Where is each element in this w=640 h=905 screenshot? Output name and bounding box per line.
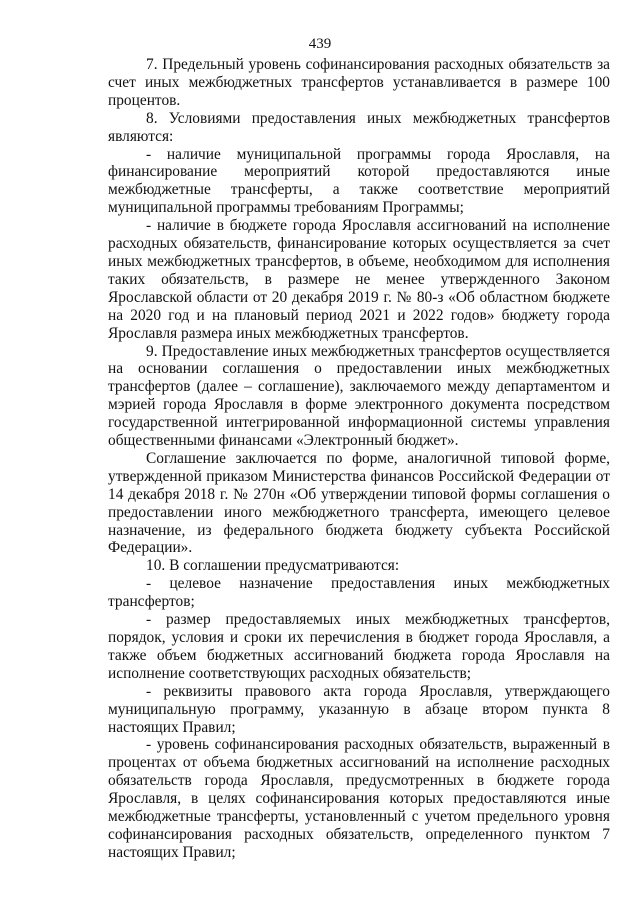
agreement-item-amount-and-terms: - размер предоставляемых иных межбюджетных трансфертов, порядок, условия и сроки их перечисления в бюджет города Ярославля, а также объем бюджетных ассигнований бюджета города Ярославля на исполнение соответствующих расходных обязательств; — [108, 611, 610, 682]
page-number: 439 — [308, 36, 332, 52]
condition-municipal-program: - наличие муниципальной программы города Ярославля, на финансирование мероприятий которой предоставляются иные межбюджетные трансферты, а также соответствие мероприятий муниципальной программы требованиям Программы; — [108, 145, 610, 217]
document-body — [108, 56, 610, 862]
paragraph-item-10-agreement-contents: 10. В соглашении предусматриваются: — [146, 557, 400, 575]
paragraph-item-8-conditions: 8. Условиями предоставления иных межбюджетных трансфертов являются: — [108, 109, 610, 145]
agreement-item-cofinancing-level: - уровень софинансирования расходных обязательств, выраженный в процентах от объема бюджетных ассигнований на исполнение расходных обязательств города Ярославля, предусмотренных в бюджете города Ярославля, в целях софинансирования которых предоставляются иные межбюджетные трансферты, установленный с учетом предельного уровня софинансирования расходных обязательств, определенного пунктом 7 настоящих Правил; — [108, 736, 610, 861]
paragraph-item-9-agreement: 9. Предоставление иных межбюджетных трансфертов осуществляется на основании соглашения о предоставлении иных межбюджетных трансфертов (далее – соглашение), заключаемого между департаментом и мэрией города Ярославля в форме электронного документа посредством государственной интегрированной информационной системы управления общественными финансами «Электронный бюджет». — [108, 342, 610, 450]
agreement-item-legal-act-details: - реквизиты правового акта города Ярославля, утверждающего муниципальную программу, указанную в абзаце втором пункта 8 настоящих Правил; — [108, 682, 610, 736]
paragraph-item-7-cofinancing-limit: 7. Предельный уровень софинансирования расходных обязательств за счет иных межбюджетных трансфертов устанавливается в размере 100 процентов. — [108, 56, 610, 109]
paragraph-agreement-form: Соглашение заключается по форме, аналогичной типовой форме, утвержденной приказом Министерства финансов Российской Федерации от 14 декабря 2018 г. № 270н «Об утверждении типовой формы соглашения о предоставлении иного межбюджетного трансферта, имеющего целевое назначение, из федерального бюджета бюджету субъекта Российской Федерации». — [108, 449, 610, 557]
agreement-item-purpose: - целевое назначение предоставления иных межбюджетных трансфертов; — [108, 575, 610, 611]
condition-budget-allocations: - наличие в бюджете города Ярославля ассигнований на исполнение расходных обязательств, финансирование которых осуществляется за счет иных межбюджетных трансфертов, в объеме, необходимом для исполнения таких обязательств, в размере не менее утвержденного Законом Ярославской области от 20 декабря 2019 г. № 80-з «Об областном бюджете на 2020 год и на плановый период 2021 и 2022 годов» бюджету города Ярославля размера иных межбюджетных трансфертов. — [108, 217, 610, 342]
